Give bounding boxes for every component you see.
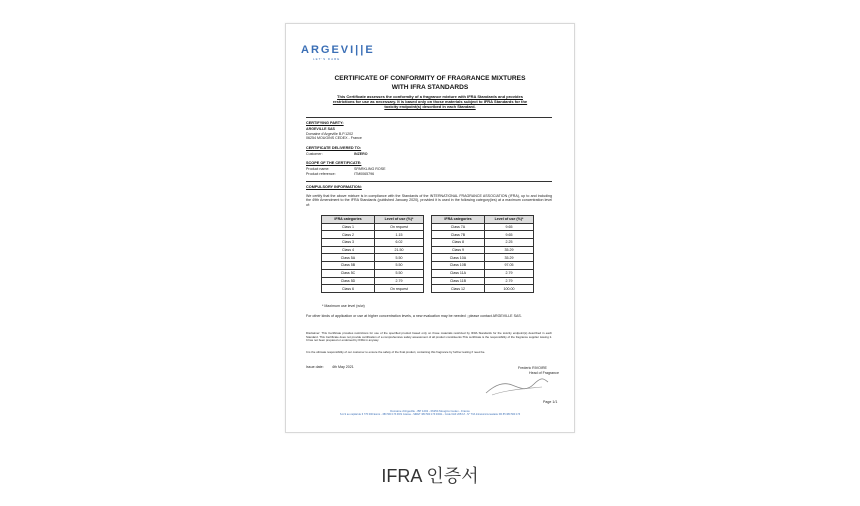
table-row <box>322 223 424 231</box>
class-cell: Class 7B <box>432 231 485 239</box>
scope-heading: SCOPE OF THE CERTIFICATE: <box>306 161 362 165</box>
level-cell: 2.25 <box>485 239 534 247</box>
table-row <box>432 239 534 247</box>
class-cell: Class 11B <box>432 277 485 285</box>
table-row <box>432 246 534 254</box>
certifying-party-heading: CERTIFYING PARTY: <box>306 121 344 125</box>
level-cell: 9.65 <box>485 223 534 231</box>
class-cell: Class 10B <box>432 262 485 270</box>
table-note: * Maximum use level (w/w) <box>322 304 365 308</box>
table-header-category: IFRA categories <box>432 216 485 224</box>
level-cell: 1.15 <box>375 231 424 239</box>
table-header-level: Level of use (%)* <box>375 216 424 224</box>
table-header-level: Level of use (%)* <box>485 216 534 224</box>
level-cell: On request <box>375 285 424 293</box>
level-cell: 6.02 <box>375 239 424 247</box>
signer-name: Frederic RIVOIRE <box>518 366 547 370</box>
divider <box>306 117 552 118</box>
level-cell: 97.05 <box>485 262 534 270</box>
level-cell: 2.79 <box>485 269 534 277</box>
table-row <box>322 285 424 293</box>
table-row <box>432 231 534 239</box>
table-row <box>432 254 534 262</box>
class-cell: Class 12 <box>432 285 485 293</box>
table-row <box>322 269 424 277</box>
issue-date-label: Issue date: <box>306 365 324 369</box>
class-cell: Class 3 <box>322 239 375 247</box>
class-cell: Class 5D <box>322 277 375 285</box>
signer-title: Head of Fragrance <box>529 371 559 375</box>
level-cell: 35.29 <box>485 254 534 262</box>
party-line-2: Domaine d'Argeville B.P.1202 <box>306 131 354 136</box>
footer-legal: S.A.S au capital de 6 776 000 Euros - 380 560 173 RCS Grasse - SIRET 380 560 173 00011 - Code NAF 2053 Z - N° TVA Intracommunautaire FR 85 380 560 173 <box>339 413 521 416</box>
table-header-category: IFRA categories <box>322 216 375 224</box>
certificate-subtitle: WITH IFRA STANDARDS <box>391 84 469 91</box>
table-row <box>432 277 534 285</box>
table-row <box>432 223 534 231</box>
footer-address: Domaine d'Argeville - BP 1202 - 06254 Mougins Cedex - France <box>390 409 470 413</box>
divider <box>306 181 552 182</box>
compulsory-heading: COMPULSORY INFORMATION: <box>306 185 362 189</box>
table-row <box>322 246 424 254</box>
level-cell: 5.50 <box>375 269 424 277</box>
disclaimer-text-2: It is the ultimate responsibility of our customer to ensure the safety of the final product, containing this fragrance by further testing if need be. <box>306 350 486 354</box>
table-row <box>432 285 534 293</box>
certificate-document <box>285 23 575 433</box>
table-row <box>322 254 424 262</box>
class-cell: Class 8 <box>432 239 485 247</box>
other-uses-text: For other kinds of application or use at higher concentration levels, a new evaluation may be needed ; please contact ARGEVILLE SAS. <box>306 314 522 318</box>
class-cell: Class 7A <box>432 223 485 231</box>
table-row <box>322 262 424 270</box>
class-cell: Class 6 <box>322 285 375 293</box>
disclaimer-text: Disclaimer: This Certificate provides restrictions for use of the specified product based only on those materials restricted by IFRA Standards for the toxicity endpoint(s) described in each Standard. This Certificate does not provide certification of a comprehensive safety assessment of all product constituents.This certificate is the responsibility of the fragrance supplier issuing it. It has not been prepared or endorsed by IFRA in anyway. <box>306 331 552 343</box>
party-line-3: 06254 MOUGINS CEDEX - France <box>306 136 362 140</box>
level-cell: 5.50 <box>375 262 424 270</box>
table-row <box>322 277 424 285</box>
class-cell: Class 10A <box>432 254 485 262</box>
party-line-1: ARGEVILLE SAS <box>306 127 335 131</box>
ifra-table-left <box>321 215 424 293</box>
class-cell: Class 11A <box>432 269 485 277</box>
product-ref-value: ITM0065796 <box>354 172 375 176</box>
page-number: Page 1/1 <box>543 400 558 404</box>
level-cell: 5.50 <box>375 254 424 262</box>
image-caption: IFRA 인증서 <box>381 466 479 486</box>
level-cell: On request <box>375 223 424 231</box>
product-ref-label: Product reference: <box>306 172 336 176</box>
certificate-intro: This Certificate assesses the conformity of a fragrance mixture with IFRA Standards and provides restrictions for use as necessary. It is based only on those materials subject to IFRA Standards for the toxicity endpoint(s) described in each Standard. <box>332 94 528 110</box>
level-cell: 9.65 <box>485 231 534 239</box>
class-cell: Class 5B <box>322 262 375 270</box>
class-cell: Class 2 <box>322 231 375 239</box>
level-cell: 2.79 <box>375 277 424 285</box>
issue-date-value: 4th May 2021 <box>332 365 354 369</box>
customer-value: INZERO <box>354 152 368 156</box>
class-cell: Class 9 <box>432 246 485 254</box>
argeville-logo: ARGEVI||E <box>301 44 375 56</box>
product-name-label: Product name: <box>306 167 330 171</box>
class-cell: Class 5A <box>322 254 375 262</box>
level-cell: 35.29 <box>485 246 534 254</box>
compulsory-text: We certify that the above mixture is in compliance with the Standards of the INTERNATIONAL FRAGRANCE ASSOCIATION (IFRA), up to and including the 49th Amendment to the IFRA Standards (published January 2020), provided it is used in the following category(ies) at a maximum concentration level of: <box>306 194 552 207</box>
table-row <box>322 231 424 239</box>
level-cell: 100.00 <box>485 285 534 293</box>
table-row <box>322 239 424 247</box>
product-name-value: SPARKLING ROSE <box>354 167 386 171</box>
class-cell: Class 5C <box>322 269 375 277</box>
level-cell: 21.50 <box>375 246 424 254</box>
class-cell: Class 4 <box>322 246 375 254</box>
class-cell: Class 1 <box>322 223 375 231</box>
signature-image <box>482 376 552 398</box>
customer-label: Customer: <box>306 152 323 156</box>
certificate-title: CERTIFICATE OF CONFORMITY OF FRAGRANCE MIXTURES <box>334 75 526 82</box>
delivered-to-heading: CERTIFICATE DELIVERED TO: <box>306 146 362 150</box>
table-row <box>432 269 534 277</box>
logo-tagline: LET'S DARE <box>313 57 341 61</box>
level-cell: 2.79 <box>485 277 534 285</box>
ifra-table-right <box>431 215 534 293</box>
table-row <box>432 262 534 270</box>
